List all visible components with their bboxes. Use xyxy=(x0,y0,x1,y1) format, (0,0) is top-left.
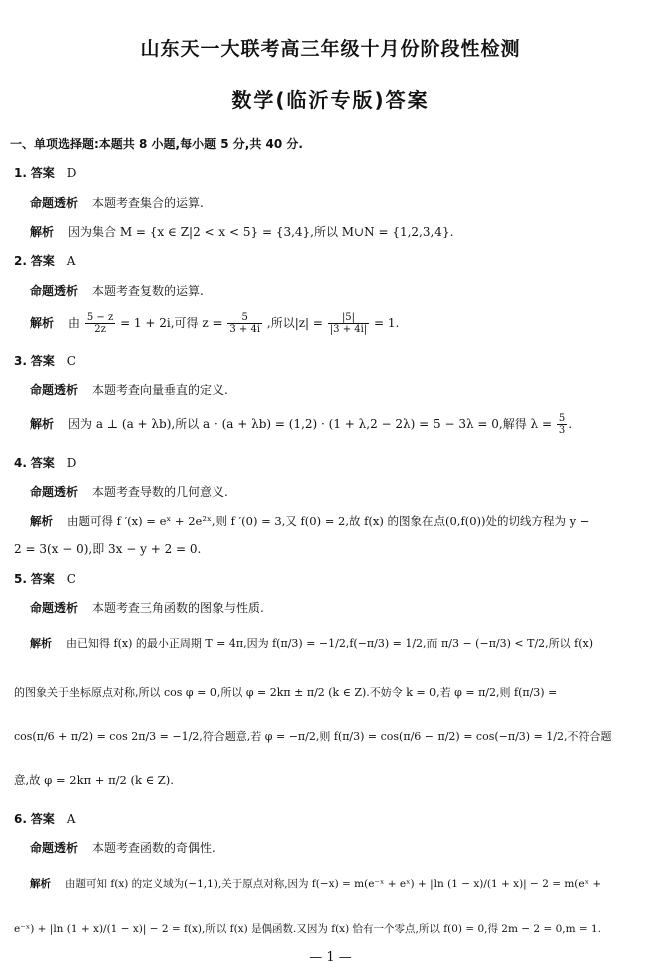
q6-analysis-line2: e⁻ˣ) + |ln (1 + x)/(1 − x)| − 2 = f(x),所以 f(x) 是偶函数.又因为 f(x) 恰有一个零点,所以 f(0) = 0,得 2m − 2 = 0,m = 1. xyxy=(14,923,602,935)
q5-answer: 5. 答案 C xyxy=(14,572,76,586)
q4-choice: D xyxy=(66,456,77,470)
page-number: — 1 — xyxy=(309,950,352,965)
q1-choice: D xyxy=(66,166,77,180)
q2-answer: 2. 答案 A xyxy=(14,254,76,268)
q2-choice: A xyxy=(66,254,76,268)
q5-analysis-line3: cos(π/6 + π/2) = cos 2π/3 = −1/2,符合题意,若 φ = −π/2,则 f(π/3) = cos(π/6 − π/2) = cos(−π/3) = 1/2,不符合题 xyxy=(14,730,612,743)
q3-fraction: $\frac{5}{3}$ xyxy=(558,413,566,436)
q1-insight: 命题透析 本题考查集合的运算. xyxy=(30,196,204,210)
section-heading: 一、单项选择题:本题共 8 小题,每小题 5 分,共 40 分. xyxy=(10,137,303,151)
q3-analysis: 解析 因为 a ⊥ (a + λb),所以 a · (a + λb) = (1,2) · (1 + λ,2 − 2λ) = 5 − 3λ = 0,解得 λ = $\frac{5}{3}$ . xyxy=(30,413,573,436)
page-subtitle: 数学(临沂专版)答案 xyxy=(231,88,430,112)
q2-analysis: 解析 由 $\frac{5 - z}{2z}$ = 1 + 2i,可得 z = $\frac{5}{3 + 4i}$ ,所以|z| = $\frac{|5|}{|3 + 4i|}$ = 1. xyxy=(30,312,400,335)
q1-analysis: 解析 因为集合 M = {x ∈ Z|2 < x < 5} = {3,4},所以 M∪N = {1,2,3,4}. xyxy=(30,225,454,239)
q1-answer: 1. 答案 D xyxy=(14,166,77,180)
q5-analysis-line1: 解析 由已知得 f(x) 的最小正周期 T = 4π,因为 f(π/3) = −1/2,f(−π/3) = 1/2,而 π/3 − (−π/3) < T/2,所以 f(x) xyxy=(30,637,594,650)
q5-analysis-line4: 意,故 φ = 2kπ + π/2 (k ∈ Z). xyxy=(14,773,174,787)
q4-insight: 命题透析 本题考查导数的几何意义. xyxy=(30,485,228,499)
q5-analysis-line2: 的图象关于坐标原点对称,所以 cos φ = 0,所以 φ = 2kπ ± π/2 (k ∈ Z).不妨令 k = 0,若 φ = π/2,则 f(π/3) = xyxy=(14,686,558,699)
page-title: 山东天一大联考高三年级十月份阶段性检测 xyxy=(140,38,521,60)
q3-answer: 3. 答案 C xyxy=(14,354,76,368)
q4-analysis-line1: 解析 由题可得 f ′(x) = eˣ + 2e²ˣ,则 f ′(0) = 3,又 f(0) = 2,故 f(x) 的图象在点(0,f(0))处的切线方程为 y − xyxy=(30,514,590,528)
q4-answer: 4. 答案 D xyxy=(14,456,77,470)
q2-fraction-2: $\frac{5}{3 + 4i}$ xyxy=(229,312,261,335)
q6-analysis-line1: 解析 由题可知 f(x) 的定义域为(−1,1),关于原点对称,因为 f(−x) = m(e⁻ˣ + eˣ) + |ln (1 − x)/(1 + x)| − 2 = m(eˣ + xyxy=(30,878,602,890)
q2-fraction-1: $\frac{5 - z}{2z}$ xyxy=(86,312,114,335)
q6-answer: 6. 答案 A xyxy=(14,812,76,826)
q6-choice: A xyxy=(66,812,76,826)
q2-fraction-3: $\frac{|5|}{|3 + 4i|}$ xyxy=(329,312,368,335)
q2-insight: 命题透析 本题考查复数的运算. xyxy=(30,284,204,298)
q6-insight: 命题透析 本题考查函数的奇偶性. xyxy=(30,841,216,855)
q5-insight: 命题透析 本题考查三角函数的图象与性质. xyxy=(30,601,264,615)
q3-choice: C xyxy=(66,354,76,368)
q5-choice: C xyxy=(66,572,76,586)
q3-insight: 命题透析 本题考查向量垂直的定义. xyxy=(30,383,228,397)
q4-analysis-line2: 2 = 3(x − 0),即 3x − y + 2 = 0. xyxy=(14,542,202,556)
